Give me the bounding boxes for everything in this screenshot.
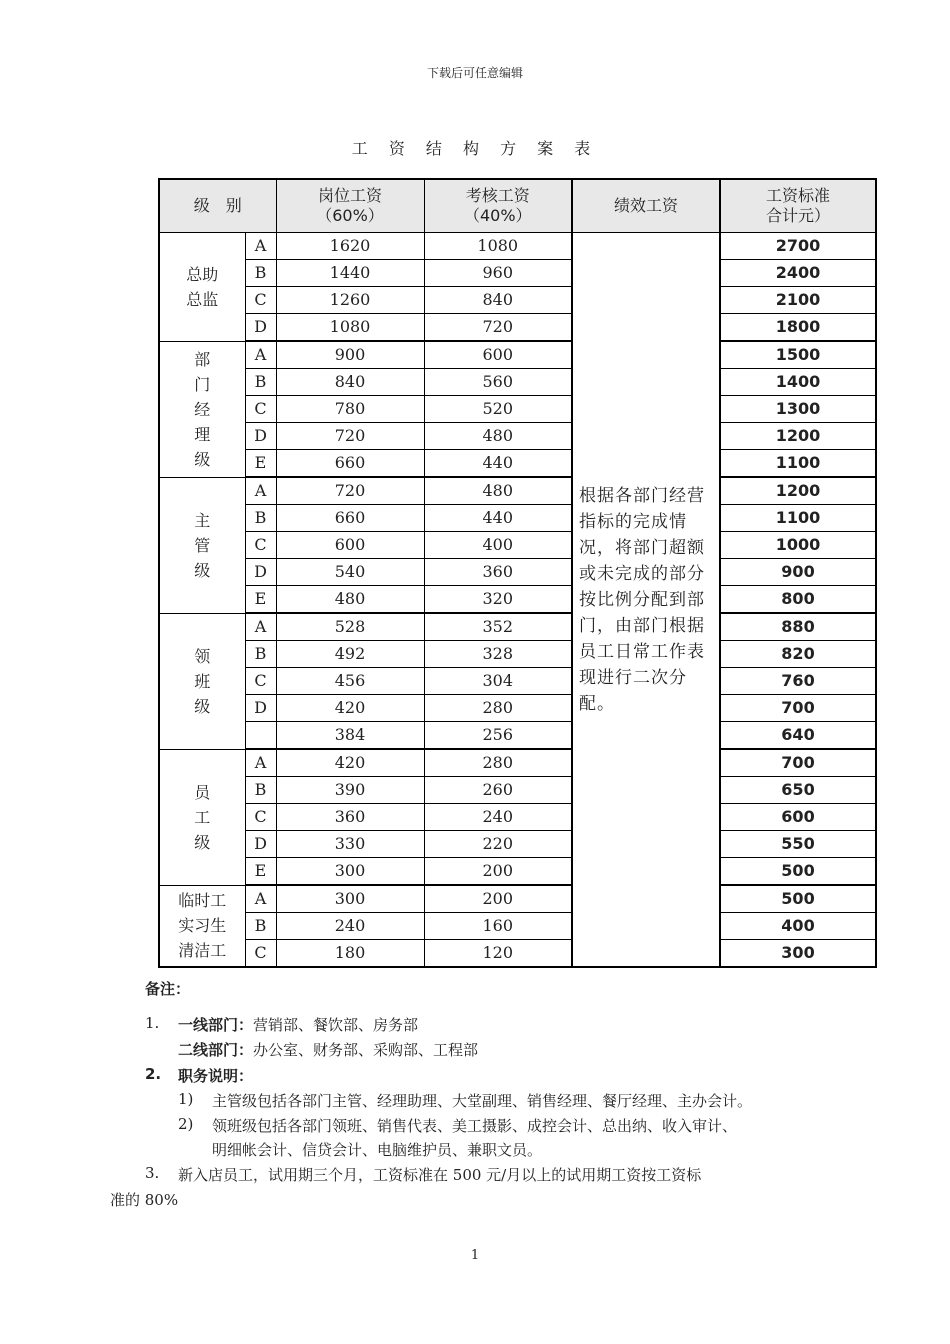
post-salary-cell: 330 [276, 831, 424, 858]
total-salary-cell: 820 [720, 641, 876, 668]
salary-structure-table [158, 178, 877, 968]
table-row [159, 831, 876, 858]
header-assess-line2: （40%） [463, 206, 532, 225]
table-row [159, 613, 876, 641]
table-row [159, 260, 876, 287]
note-2-number: 2. [145, 1065, 162, 1083]
total-salary-cell: 1500 [720, 341, 876, 369]
post-salary-cell: 390 [276, 777, 424, 804]
total-salary-cell: 700 [720, 749, 876, 777]
header-total-line1: 工资标准 [765, 186, 830, 205]
assess-salary-cell: 280 [424, 749, 572, 777]
grade-cell: B [245, 777, 276, 804]
assess-salary-cell: 400 [424, 532, 572, 559]
grade-cell: A [245, 341, 276, 369]
assess-salary-cell: 360 [424, 559, 572, 586]
level-name: 临时工 实习生 清洁工 [159, 885, 245, 967]
total-salary-cell: 2400 [720, 260, 876, 287]
header-post-salary [276, 179, 424, 233]
table-row [159, 586, 876, 614]
grade-cell: B [245, 641, 276, 668]
table-row [159, 233, 876, 260]
total-salary-cell: 600 [720, 804, 876, 831]
header-post-line1: 岗位工资 [317, 186, 382, 205]
note-1-text: 营销部、餐饮部、房务部 [253, 1016, 419, 1034]
post-salary-cell: 660 [276, 450, 424, 478]
performance-salary-description: 根据各部门经营指标的完成情况，将部门超额或未完成的部分按比例分配到部门，由部门根据员工日常工作表现进行二次分配。 [572, 233, 720, 968]
post-salary-cell: 540 [276, 559, 424, 586]
assess-salary-cell: 320 [424, 586, 572, 614]
note-2-2-text: 领班级包括各部门领班、销售代表、美工摄影、成控会计、总出纳、收入审计、 [212, 1117, 738, 1135]
assess-salary-cell: 440 [424, 505, 572, 532]
total-salary-cell: 2100 [720, 287, 876, 314]
post-salary-cell: 180 [276, 940, 424, 968]
document-title: 工 资 结 构 方 案 表 [351, 139, 599, 158]
grade-cell: B [245, 913, 276, 940]
assess-salary-cell: 960 [424, 260, 572, 287]
note-2-label: 职务说明： [178, 1067, 254, 1085]
table-row [159, 505, 876, 532]
header-post-line2: （60%） [316, 206, 384, 225]
table-row [159, 913, 876, 940]
note-1b-label: 二线部门： [178, 1041, 254, 1059]
table-row [159, 559, 876, 586]
post-salary-cell: 492 [276, 641, 424, 668]
total-salary-cell: 1200 [720, 477, 876, 505]
post-salary-cell: 720 [276, 423, 424, 450]
table-row [159, 885, 876, 913]
note-2-2-cont: 明细帐会计、信贷会计、电脑维护员、兼职文员。 [212, 1141, 543, 1159]
note-2-1-number: 1) [178, 1090, 194, 1108]
assess-salary-cell: 720 [424, 314, 572, 342]
post-salary-cell: 360 [276, 804, 424, 831]
grade-cell: C [245, 940, 276, 968]
assess-salary-cell: 1080 [424, 233, 572, 260]
notes-heading: 备注： [145, 980, 191, 998]
grade-cell [245, 722, 276, 750]
total-salary-cell: 640 [720, 722, 876, 750]
table-row [159, 287, 876, 314]
post-salary-cell: 1440 [276, 260, 424, 287]
note-1-number: 1. [145, 1014, 160, 1032]
table-row [159, 858, 876, 886]
total-salary-cell: 800 [720, 586, 876, 614]
grade-cell: C [245, 668, 276, 695]
note-3-cont: 准的 80% [110, 1191, 179, 1209]
post-salary-cell: 1620 [276, 233, 424, 260]
assess-salary-cell: 352 [424, 613, 572, 641]
grade-cell: A [245, 885, 276, 913]
table-row [159, 641, 876, 668]
assess-salary-cell: 304 [424, 668, 572, 695]
total-salary-cell: 500 [720, 858, 876, 886]
header-note: 下载后可任意编辑 [426, 66, 523, 80]
total-salary-cell: 900 [720, 559, 876, 586]
assess-salary-cell: 120 [424, 940, 572, 968]
total-salary-cell: 400 [720, 913, 876, 940]
assess-salary-cell: 840 [424, 287, 572, 314]
post-salary-cell: 660 [276, 505, 424, 532]
level-name: 主 管 级 [159, 477, 245, 613]
grade-cell: C [245, 532, 276, 559]
total-salary-cell: 1400 [720, 369, 876, 396]
grade-cell: B [245, 260, 276, 287]
table-row [159, 477, 876, 505]
post-salary-cell: 780 [276, 396, 424, 423]
note-1b [178, 1039, 478, 1060]
grade-cell: D [245, 314, 276, 342]
total-salary-cell: 700 [720, 695, 876, 722]
level-name: 员 工 级 [159, 749, 245, 885]
post-salary-cell: 300 [276, 858, 424, 886]
total-salary-cell: 1100 [720, 505, 876, 532]
total-salary-cell: 1200 [720, 423, 876, 450]
table-body [159, 233, 876, 968]
table-row [159, 749, 876, 777]
assess-salary-cell: 480 [424, 477, 572, 505]
total-salary-cell: 1800 [720, 314, 876, 342]
total-salary-cell: 300 [720, 940, 876, 968]
note-1b-text: 办公室、财务部、采购部、工程部 [253, 1041, 479, 1059]
assess-salary-cell: 200 [424, 885, 572, 913]
header-performance-salary: 绩效工资 [572, 179, 720, 233]
level-name: 总助 总监 [159, 233, 245, 342]
table-header-row [159, 179, 876, 233]
table-row [159, 450, 876, 478]
assess-salary-cell: 260 [424, 777, 572, 804]
total-salary-cell: 1000 [720, 532, 876, 559]
post-salary-cell: 900 [276, 341, 424, 369]
header-assess-salary [424, 179, 572, 233]
table-row [159, 668, 876, 695]
table-row [159, 341, 876, 369]
post-salary-cell: 420 [276, 749, 424, 777]
header-total-line2: 合计元） [765, 206, 830, 225]
grade-cell: D [245, 695, 276, 722]
grade-cell: E [245, 586, 276, 614]
total-salary-cell: 550 [720, 831, 876, 858]
header-level: 级 别 [159, 179, 276, 233]
assess-salary-cell: 480 [424, 423, 572, 450]
post-salary-cell: 600 [276, 532, 424, 559]
total-salary-cell: 2700 [720, 233, 876, 260]
grade-cell: B [245, 505, 276, 532]
note-3-text: 新入店员工，试用期三个月，工资标准在 500 元/月以上的试用期工资按工资标 [178, 1166, 702, 1184]
assess-salary-cell: 280 [424, 695, 572, 722]
post-salary-cell: 840 [276, 369, 424, 396]
assess-salary-cell: 240 [424, 804, 572, 831]
assess-salary-cell: 160 [424, 913, 572, 940]
grade-cell: E [245, 450, 276, 478]
post-salary-cell: 720 [276, 477, 424, 505]
note-1-label: 一线部门： [178, 1016, 254, 1034]
post-salary-cell: 420 [276, 695, 424, 722]
table-row [159, 396, 876, 423]
grade-cell: C [245, 287, 276, 314]
table-row [159, 314, 876, 342]
assess-salary-cell: 200 [424, 858, 572, 886]
grade-cell: C [245, 804, 276, 831]
post-salary-cell: 240 [276, 913, 424, 940]
table-row [159, 695, 876, 722]
assess-salary-cell: 256 [424, 722, 572, 750]
grade-cell: A [245, 613, 276, 641]
table-row [159, 804, 876, 831]
note-2-1-text: 主管级包括各部门主管、经理助理、大堂副理、销售经理、餐厅经理、主办会计。 [212, 1092, 753, 1110]
grade-cell: D [245, 831, 276, 858]
total-salary-cell: 880 [720, 613, 876, 641]
table-row [159, 940, 876, 968]
total-salary-cell: 1300 [720, 396, 876, 423]
post-salary-cell: 480 [276, 586, 424, 614]
assess-salary-cell: 600 [424, 341, 572, 369]
post-salary-cell: 528 [276, 613, 424, 641]
post-salary-cell: 300 [276, 885, 424, 913]
level-name: 领 班 级 [159, 613, 245, 749]
post-salary-cell: 1080 [276, 314, 424, 342]
assess-salary-cell: 520 [424, 396, 572, 423]
grade-cell: B [245, 369, 276, 396]
total-salary-cell: 650 [720, 777, 876, 804]
grade-cell: C [245, 396, 276, 423]
table-row [159, 423, 876, 450]
assess-salary-cell: 220 [424, 831, 572, 858]
assess-salary-cell: 328 [424, 641, 572, 668]
grade-cell: A [245, 749, 276, 777]
table-row [159, 722, 876, 750]
total-salary-cell: 760 [720, 668, 876, 695]
total-salary-cell: 500 [720, 885, 876, 913]
assess-salary-cell: 560 [424, 369, 572, 396]
grade-cell: A [245, 477, 276, 505]
grade-cell: D [245, 559, 276, 586]
page-number: 1 [470, 1248, 480, 1263]
post-salary-cell: 1260 [276, 287, 424, 314]
note-2-2-number: 2) [178, 1115, 194, 1133]
post-salary-cell: 384 [276, 722, 424, 750]
header-assess-line1: 考核工资 [465, 186, 530, 205]
note-3-number: 3. [145, 1164, 160, 1182]
total-salary-cell: 1100 [720, 450, 876, 478]
grade-cell: D [245, 423, 276, 450]
grade-cell: E [245, 858, 276, 886]
table-row [159, 369, 876, 396]
grade-cell: A [245, 233, 276, 260]
note-1 [178, 1014, 418, 1035]
post-salary-cell: 456 [276, 668, 424, 695]
assess-salary-cell: 440 [424, 450, 572, 478]
level-name: 部 门 经 理 级 [159, 341, 245, 477]
table-row [159, 777, 876, 804]
header-total-salary [720, 179, 876, 233]
table-row [159, 532, 876, 559]
